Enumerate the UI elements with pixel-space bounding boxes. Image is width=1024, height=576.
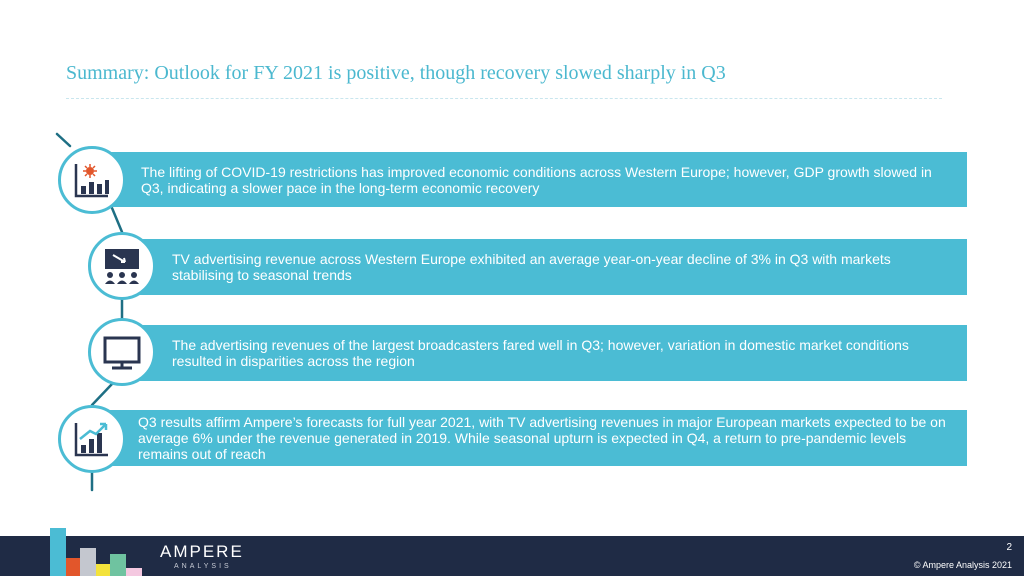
ampere-logo-sub: ANALYSIS <box>174 563 232 570</box>
summary-point-4-text: Q3 results affirm Ampere’s forecasts for full year 2021, with TV advertising revenues in major European markets expected to be on average 6% under the revenue generated in 2019. While seasonal upturn is expected in Q4, a return to pre-pandemic levels remains out of reach <box>138 414 946 462</box>
icon-circle-3 <box>88 318 156 386</box>
logo-bar-blue <box>50 528 66 576</box>
page-number: 2 <box>1006 542 1012 553</box>
icon-circle-2 <box>88 232 156 300</box>
copyright-text: © Ampere Analysis 2021 <box>913 560 1012 570</box>
icon-circle-4 <box>58 405 126 473</box>
logo-bar-pink <box>126 568 142 576</box>
summary-point-2 <box>130 239 967 295</box>
growth-chart-icon <box>70 417 114 461</box>
summary-point-2-text: TV advertising revenue across Western Europe exhibited an average year-on-year decline of 3% in Q3 with markets stabilising to seasonal trends <box>172 251 891 283</box>
summary-point-1 <box>105 152 967 207</box>
summary-point-3 <box>130 325 967 381</box>
summary-point-3-text: The advertising revenues of the largest broadcasters fared well in Q3; however, variation in domestic market conditions resulted in disparities across the region <box>172 337 909 369</box>
summary-point-1-text: The lifting of COVID-19 restrictions has improved economic conditions across Western Europe; however, GDP growth slowed in Q3, indicating a slower pace in the long-term economic recovery <box>141 163 932 196</box>
logo-bar-yellow <box>96 564 110 576</box>
logo-bar-green <box>110 554 126 576</box>
icon-circle-1 <box>58 146 126 214</box>
economy-chart-icon <box>70 158 114 202</box>
logo-bar-orange <box>66 558 80 576</box>
slide-title: Summary: Outlook for FY 2021 is positive, though recovery slowed sharply in Q3 <box>66 62 726 84</box>
presentation-audience-icon <box>100 244 144 288</box>
footer-bar <box>0 536 1024 576</box>
summary-point-4 <box>105 410 967 466</box>
logo-bar-grey <box>80 548 96 576</box>
tv-monitor-icon <box>100 330 144 374</box>
ampere-logo: AMPERE <box>160 542 244 561</box>
